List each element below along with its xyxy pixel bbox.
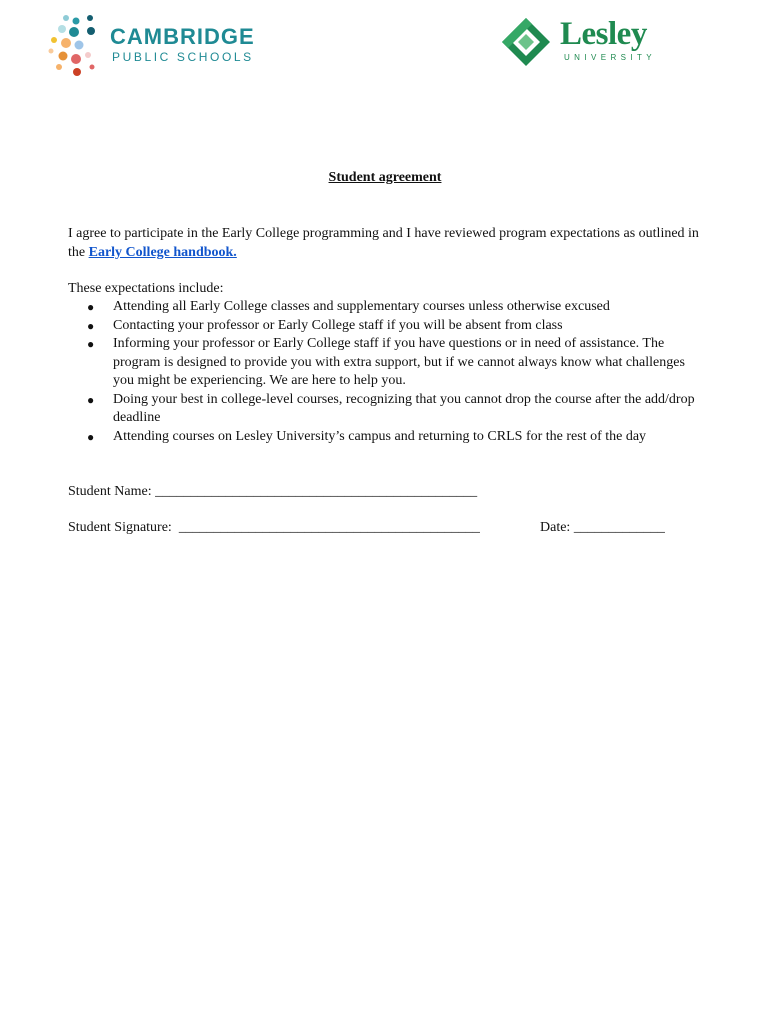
early-college-handbook-link[interactable]: Early College handbook.	[88, 244, 237, 260]
date-field[interactable]	[540, 520, 665, 536]
cps-dots-icon	[46, 14, 106, 80]
list-item	[68, 391, 708, 428]
expectation-text: Doing your best in college-level courses, recognizing that you cannot drop the course after the add/drop deadline	[113, 391, 695, 425]
lesley-logo-title: Lesley	[560, 16, 647, 52]
student-name-line[interactable]: ______________________________________________	[155, 484, 478, 499]
bullet-icon: ●	[87, 392, 95, 407]
intro-text: I agree to participate in the Early College programming and I have reviewed program expectations as outlined in the	[68, 226, 699, 260]
lesley-diamond-icon	[500, 16, 552, 68]
expectation-text: Attending courses on Lesley University’s campus and returning to CRLS for the rest of the day	[113, 428, 647, 444]
lesley-logo-subtitle: UNIVERSITY	[564, 53, 657, 62]
student-signature-label: Student Signature:	[68, 520, 172, 535]
intro-paragraph	[68, 225, 708, 262]
student-name-label: Student Name:	[68, 484, 152, 499]
expectations-list	[68, 298, 708, 446]
expectation-text: Contacting your professor or Early College staff if you will be absent from class	[113, 317, 563, 333]
cambridge-public-schools-logo	[46, 14, 266, 80]
expectation-text: Informing your professor or Early College staff if you have questions or in need of assistance. The program is designed to provide you with extra support, but if we cannot always know what challenges you might be experiencing. We are here to help you.	[113, 336, 685, 388]
student-signature-line[interactable]: ___________________________________________	[178, 520, 480, 535]
cps-logo-subtitle: PUBLIC SCHOOLS	[112, 50, 254, 64]
bullet-icon: ●	[87, 300, 95, 314]
expectations-label: These expectations include:	[68, 281, 224, 296]
list-item	[68, 428, 708, 447]
list-item	[68, 317, 708, 336]
bullet-icon: ●	[87, 429, 95, 444]
list-item	[68, 298, 708, 317]
expectation-text: Attending all Early College classes and supplementary courses unless otherwise excused	[113, 299, 610, 314]
cps-logo-title: CAMBRIDGE	[110, 24, 255, 49]
date-line[interactable]: _____________	[573, 520, 665, 535]
student-signature-field[interactable]	[68, 520, 480, 536]
date-label: Date:	[540, 520, 571, 535]
bullet-icon: ●	[87, 337, 95, 351]
lesley-university-logo	[500, 16, 670, 70]
bullet-icon: ●	[87, 318, 95, 333]
list-item	[68, 335, 708, 391]
document-title: Student agreement	[328, 170, 442, 185]
student-name-field[interactable]	[68, 484, 477, 500]
